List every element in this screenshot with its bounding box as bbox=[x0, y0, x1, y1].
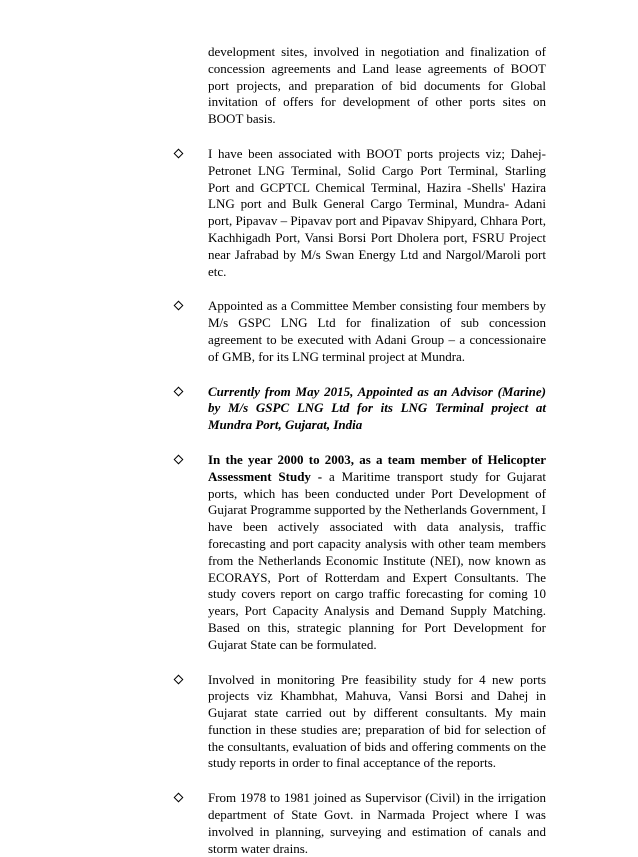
bullet-body: a Maritime transport study for Gujarat ports, which has been conducted under Port Development of Gujarat Programme supported by the Netherlands Government, I have been actively associated with data analysis, traffic forecasting and port capacity analysis with other team members from the Netherlands Economic Institute (NEI), now known as ECORAYS, Port of Rotterdam and Expert Consultants. The study covers report on cargo traffic forecasting for coming 10 years, Port Capacity Analysis and Demand Supply Matching. Based on this, strategic planning for Port Development for Gujarat State can be formulated. bbox=[208, 468, 546, 652]
bullet-item bbox=[0, 672, 638, 773]
bullet-text-advisor: Currently from May 2015, Appointed as an Advisor (Marine) by M/s GSPC LNG Ltd for its LNG Terminal project at Mundra Port, Gujarat, India bbox=[208, 383, 546, 433]
bullet-text: Involved in monitoring Pre feasibility study for 4 new ports projects viz Khambhat, Mahuva, Vansi Borsi and Dahej in Gujarat state carried out by different consultants. My main function in these studies are; preparation of bid for selection of the consultants, evaluation of bids and offering comments on the study reports in order to final acceptance of the reports. bbox=[208, 671, 546, 771]
document-body bbox=[0, 44, 638, 857]
bullet-text: From 1978 to 1981 joined as Supervisor (Civil) in the irrigation department of State Govt. in Narmada Project where I was involved in planning, surveying and estimation of canals and storm water drains. bbox=[208, 790, 546, 856]
diamond-bullet-icon bbox=[174, 301, 184, 311]
bullet-item bbox=[0, 384, 638, 434]
diamond-bullet-icon bbox=[174, 454, 184, 464]
bullet-item bbox=[0, 298, 638, 365]
bullet-lead-bold: In the year 2000 to 2003, as a team member of Helicopter Assessment Study - bbox=[208, 451, 546, 484]
bullet-item bbox=[0, 452, 638, 654]
bullet-text: I have been associated with BOOT ports projects viz; Dahej-Petronet LNG Terminal, Solid Cargo Port Terminal, Starling Port and GCPTCL Chemical Terminal, Hazira -Shells' Hazira LNG port and Bulk General Cargo Terminal, Mundra- Adani port, Pipavav – Pipavav port and Pipavav Shipyard, Chhara Port, Kachhigadh Port, Vansi Borsi Port Dholera port, FSRU Project near Jafrabad by M/s Swan Energy Ltd and Nargol/Maroli port etc. bbox=[208, 145, 546, 279]
diamond-bullet-icon bbox=[174, 793, 184, 803]
bullet-item bbox=[0, 146, 638, 280]
diamond-bullet-icon bbox=[174, 386, 184, 396]
bullet-item bbox=[0, 790, 638, 857]
bullet-text bbox=[208, 452, 546, 654]
bullet-text: Appointed as a Committee Member consisting four members by M/s GSPC LNG Ltd for finalization of sub concession agreement to be executed with Adani Group – a concessionaire of GMB, for its LNG terminal project at Mundra. bbox=[208, 298, 546, 364]
diamond-bullet-icon bbox=[174, 149, 184, 159]
diamond-bullet-icon bbox=[174, 674, 184, 684]
intro-paragraph: development sites, involved in negotiation and finalization of concession agreements and Land lease agreements of BOOT port projects, and preparation of bid documents for Global invitation of offers for development of other ports sites on BOOT basis. bbox=[208, 44, 546, 127]
